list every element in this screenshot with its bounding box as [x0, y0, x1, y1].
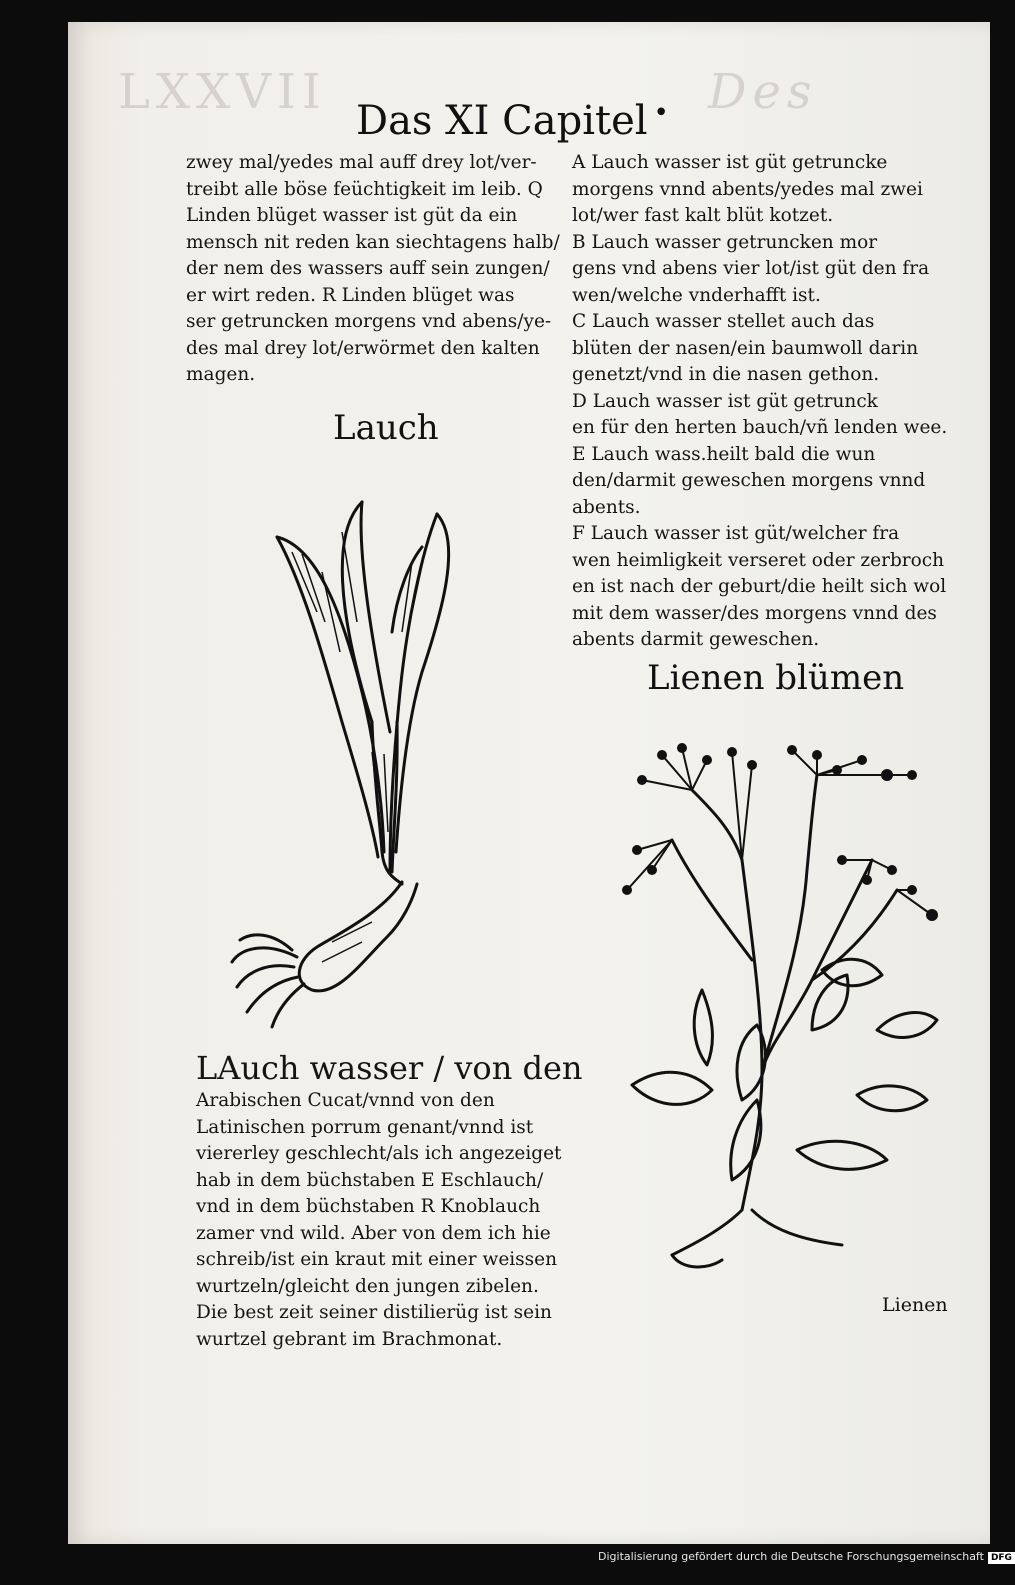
text-line: F Lauch wasser ist güt/welcher fra [572, 523, 900, 544]
text-line: lot/wer fast kalt blüt kotzet. [572, 205, 834, 226]
text-line: D Lauch wasser ist güt getrunck [572, 390, 878, 412]
text-line: treibt alle böse feüchtigkeit im leib. Q [186, 178, 543, 200]
text-line: vnd in dem büchstaben R Knoblauch [196, 1196, 541, 1217]
text-line: abents darmit geweschen. [572, 629, 820, 650]
text-line: blüten der nasen/ein baumwoll darin [572, 337, 919, 359]
text-line: Die best zeit seiner distilierüg ist sein [196, 1302, 552, 1323]
catchword: Lienen [882, 1294, 948, 1316]
text-line: A Lauch wasser ist güt getruncke [572, 152, 888, 173]
chapter-title: Das XI Capitel [356, 98, 648, 144]
text-line: B Lauch wasser getruncken mor [572, 231, 878, 253]
digitization-credit [598, 1550, 1015, 1564]
text-line: E Lauch wass.heilt bald die wun [572, 443, 876, 465]
text-line: gens vnd abens vier lot/ist güt den fra [572, 258, 930, 279]
text-line: des mal drey lot/erwörmet den kalten [186, 337, 540, 359]
text-line: den/darmit geweschen morgens vnnd [572, 470, 926, 491]
text-line: magen. [186, 364, 256, 385]
section-heading: LAuch wasser / von den [196, 1049, 583, 1087]
dfg-logo: DFG [988, 1552, 1015, 1564]
text-line: wen heimligkeit verseret oder zerbroch [572, 549, 945, 571]
heading-mark: • [653, 98, 669, 128]
leek-woodcut-illustration [222, 492, 472, 1032]
text-line: en für den herten bauch/vñ lenden wee. [572, 417, 948, 438]
text-line: abents. [572, 496, 641, 518]
text-line: en ist nach der geburt/die heilt sich wol [572, 576, 947, 597]
right-column-text [572, 150, 952, 654]
text-line: mit dem wasser/des morgens vnnd des [572, 602, 937, 624]
text-line: zamer vnd wild. Aber von dem ich hie [196, 1222, 551, 1244]
text-line: viererley geschlecht/als ich angezeiget [196, 1143, 562, 1164]
text-line: ser getruncken morgens vnd abens/ye- [186, 311, 552, 332]
bleed-through-text: Des [708, 64, 818, 120]
credit-text: Digitalisierung gefördert durch die Deutsche Forschungsgemeinschaft [598, 1550, 984, 1563]
text-line: C Lauch wasser stellet auch das [572, 311, 875, 332]
text-line: wurtzeln/gleicht den jungen zibelen. [196, 1275, 539, 1297]
lauch-title: Lauch [333, 408, 439, 448]
chapter-heading [356, 98, 669, 144]
text-line: schreib/ist ein kraut mit einer weissen [196, 1249, 558, 1270]
text-line: morgens vnnd abents/yedes mal zwei [572, 178, 923, 200]
text-line: hab in dem büchstaben E Eschlauch/ [196, 1169, 544, 1191]
text-line: er wirt reden. R Linden blüget was [186, 284, 515, 306]
text-line: Latinischen porrum genant/vnnd ist [196, 1116, 534, 1138]
text-line: Linden blüget wasser ist güt da ein [186, 205, 518, 226]
lauch-wasser-section [196, 1048, 583, 1353]
bleed-through-folio: LXXVII [118, 64, 327, 120]
text-line: genetzt/vnd in die nasen gethon. [572, 364, 880, 385]
lienen-title: Lienen blümen [647, 658, 905, 698]
text-line: der nem des wassers auff sein zungen/ [186, 258, 550, 279]
text-line: Arabischen Cucat/vnnd von den [196, 1090, 495, 1111]
left-column-text [186, 150, 558, 389]
text-line: wurtzel gebrant im Brachmonat. [196, 1328, 503, 1350]
text-line: zwey mal/yedes mal auff drey lot/ver- [186, 152, 537, 173]
lienen-woodcut-illustration [612, 740, 947, 1275]
text-line: wen/welche vnderhafft ist. [572, 284, 821, 306]
text-line: mensch nit reden kan siechtagens halb/ [186, 231, 560, 253]
